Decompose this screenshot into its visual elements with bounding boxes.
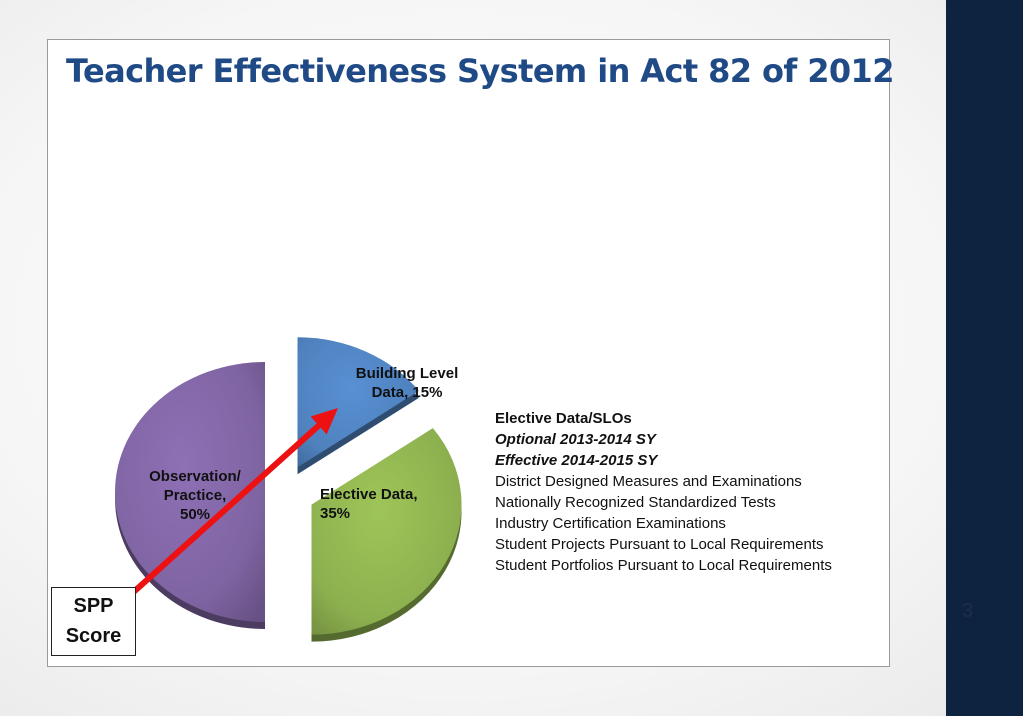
slice-label-elective — [320, 485, 418, 523]
notes-item: Student Projects Pursuant to Local Requirements — [495, 536, 824, 553]
slice-label-building-line1: Building Level — [355, 365, 459, 382]
spp-score-box — [51, 587, 136, 656]
pie-slice-elective — [312, 428, 462, 641]
notes-item: Student Portfolios Pursuant to Local Requirements — [495, 557, 832, 574]
notes-item: District Designed Measures and Examinations — [495, 473, 802, 490]
notes-item: Nationally Recognized Standardized Tests — [495, 494, 776, 511]
slice-label-observation-line1: Observation/ — [149, 468, 241, 485]
notes-effective: Effective 2014-2015 SY — [495, 452, 658, 469]
slide-title: Teacher Effectiveness System in Act 82 of 2012 — [66, 52, 894, 90]
elective-notes — [495, 408, 895, 576]
page-number: 3 — [962, 600, 974, 622]
slice-label-elective-line2: 35% — [320, 505, 351, 522]
slice-label-building-line2: Data, 15% — [371, 384, 443, 401]
slice-label-elective-line1: Elective Data, — [320, 486, 418, 503]
slice-label-observation-line3: 50% — [179, 506, 211, 523]
spp-line1: SPP — [73, 595, 114, 617]
slice-label-observation — [137, 467, 253, 524]
slice-label-building — [345, 364, 469, 402]
slice-label-observation-line2: Practice, — [163, 487, 227, 504]
pie-slice-building-face — [298, 337, 419, 467]
notes-item: Industry Certification Examinations — [495, 515, 726, 532]
pie-slice-elective-face — [312, 428, 462, 634]
spp-line2: Score — [65, 625, 122, 647]
notes-optional: Optional 2013-2014 SY — [495, 431, 656, 448]
notes-heading: Elective Data/SLOs — [495, 410, 632, 427]
